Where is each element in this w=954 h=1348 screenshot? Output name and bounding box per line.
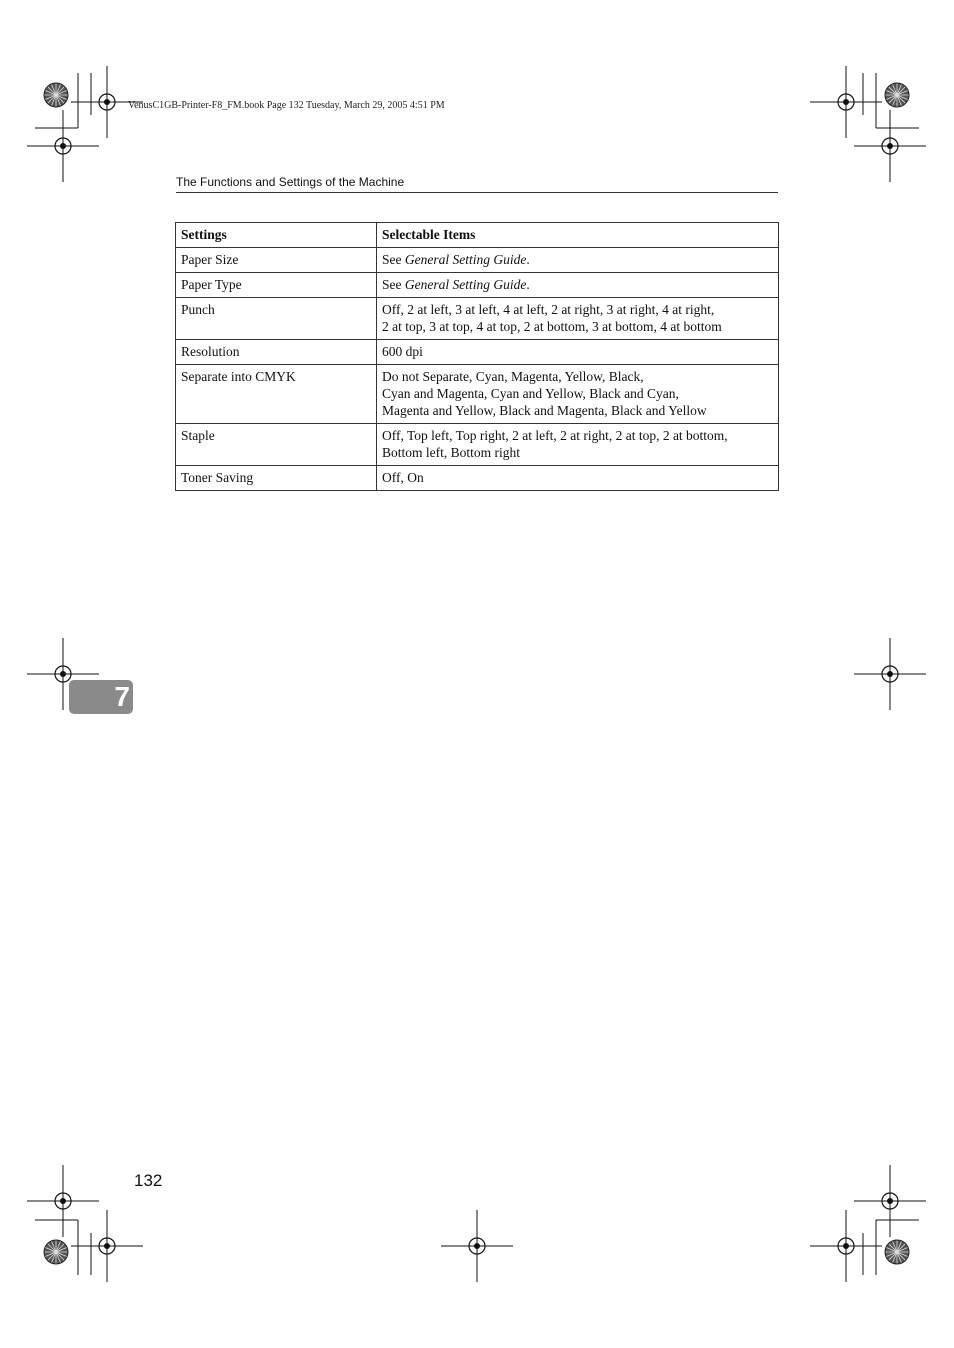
selectable-items xyxy=(377,466,779,491)
items-line: Off, Top left, Top right, 2 at left, 2 at right, 2 at top, 2 at bottom, xyxy=(382,428,728,443)
setting-name: Paper Size xyxy=(176,248,377,273)
table-row xyxy=(176,365,779,424)
running-header: The Functions and Settings of the Machine xyxy=(176,174,778,193)
registration-cross-icon xyxy=(854,638,926,710)
items-suffix: . xyxy=(526,252,530,267)
registration-cross-icon xyxy=(854,1165,926,1237)
registration-sun-icon xyxy=(885,83,909,107)
selectable-items xyxy=(377,365,779,424)
table-row xyxy=(176,340,779,365)
items-line: Bottom left, Bottom right xyxy=(382,445,520,460)
items-line: Do not Separate, Cyan, Magenta, Yellow, Black, xyxy=(382,369,644,384)
items-line: 2 at top, 3 at top, 4 at top, 2 at bottom, 3 at bottom, 4 at bottom xyxy=(382,319,722,334)
items-prefix: See xyxy=(382,252,405,267)
registration-cross-icon xyxy=(27,1165,99,1237)
setting-name: Punch xyxy=(176,298,377,340)
setting-name: Paper Type xyxy=(176,273,377,298)
selectable-items xyxy=(377,298,779,340)
table-row xyxy=(176,248,779,273)
chapter-tab: 7 xyxy=(69,680,133,714)
selectable-items xyxy=(377,340,779,365)
setting-name: Resolution xyxy=(176,340,377,365)
registration-sun-icon xyxy=(44,83,68,107)
table-row xyxy=(176,424,779,466)
selectable-items xyxy=(377,273,779,298)
registration-cross-icon xyxy=(27,110,99,182)
column-header-selectable-items: Selectable Items xyxy=(377,223,779,248)
page-number: 132 xyxy=(134,1171,163,1190)
items-prefix: See xyxy=(382,277,405,292)
items-line: Off, 2 at left, 3 at left, 4 at left, 2 at right, 3 at right, 4 at right, xyxy=(382,302,715,317)
registration-cross-icon xyxy=(71,1210,143,1282)
table-header-row xyxy=(176,223,779,248)
table-row xyxy=(176,466,779,491)
guide-reference: General Setting Guide xyxy=(404,277,527,292)
registration-cross-icon xyxy=(854,110,926,182)
registration-sun-icon xyxy=(44,1240,68,1264)
setting-name: Separate into CMYK xyxy=(176,365,377,424)
registration-cross-icon xyxy=(810,66,882,138)
items-line: Off, On xyxy=(382,470,424,485)
settings-table xyxy=(175,222,779,491)
items-line: 600 dpi xyxy=(382,344,423,359)
registration-sun-icon xyxy=(885,1240,909,1264)
table-row xyxy=(176,273,779,298)
setting-name: Staple xyxy=(176,424,377,466)
registration-cross-icon xyxy=(810,1210,882,1282)
column-header-settings: Settings xyxy=(176,223,377,248)
selectable-items xyxy=(377,248,779,273)
registration-cross-icon xyxy=(441,1210,513,1282)
selectable-items xyxy=(377,424,779,466)
table-row xyxy=(176,298,779,340)
items-suffix: . xyxy=(526,277,530,292)
items-line: Magenta and Yellow, Black and Magenta, Black and Yellow xyxy=(382,403,707,418)
items-line: Cyan and Magenta, Cyan and Yellow, Black and Cyan, xyxy=(382,386,679,401)
setting-name: Toner Saving xyxy=(176,466,377,491)
guide-reference: General Setting Guide xyxy=(404,252,527,267)
book-info-slug: VenusC1GB-Printer-F8_FM.book Page 132 Tuesday, March 29, 2005 4:51 PM xyxy=(128,100,445,111)
